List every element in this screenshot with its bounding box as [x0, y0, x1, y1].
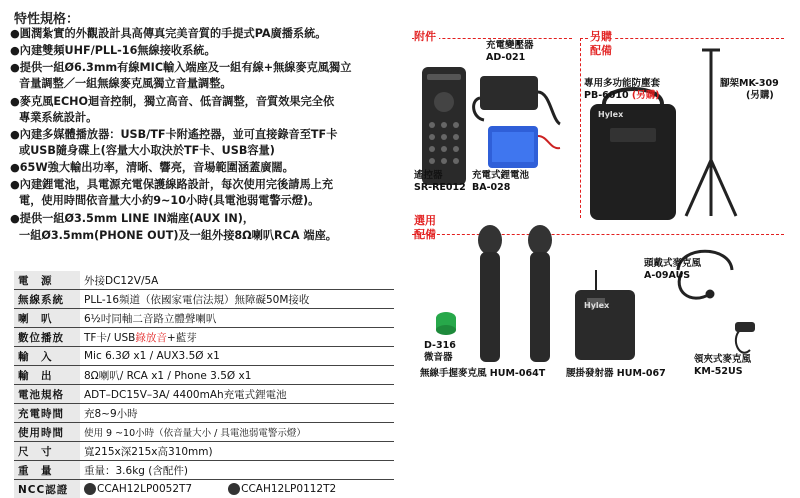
section-label-bundled: 選用: [414, 214, 436, 227]
spec-value: 重量：3.6kg (含配件): [80, 461, 394, 480]
table-row: [14, 328, 394, 347]
bag-model-number: PB-6010: [584, 90, 629, 101]
feature-line: 專業系統設計。: [19, 111, 97, 125]
headset-model: A-09AUS: [644, 270, 690, 282]
table-row: [14, 423, 394, 442]
lapel-model: KM-52US: [694, 366, 743, 378]
spec-value: 6½吋同軸二音路立體聲喇叭: [80, 309, 394, 328]
charger-model: AD-021: [486, 52, 525, 64]
handheld-mic-icon: [478, 225, 552, 362]
lapel-name: 領夾式麥克風: [694, 354, 751, 366]
spec-value: PLL-16頻道（依國家電信法規）無障礙50M接收: [80, 290, 394, 309]
spec-key: NCC認證: [14, 480, 80, 498]
bag-name: 專用多功能防塵套: [584, 78, 660, 90]
feature-line: ●麥克風ECHO迴音控制，獨立高音、低音調整，音質效果完全依: [10, 95, 334, 109]
spec-table: [14, 271, 394, 498]
battery-name: 充電式鋰電池: [472, 170, 529, 182]
spec-key: 電池規格: [14, 385, 80, 404]
table-row: [14, 404, 394, 423]
spec-value: 充8~9小時: [80, 404, 394, 423]
spec-value-part: +藍芽: [167, 332, 197, 344]
handheld-label: 無線手握麥克風 HUM-064T: [420, 368, 545, 380]
feature-line: ●提供一組Ø6.3mm有線MIC輸入端座及一組有線+無線麥克風獨立: [10, 61, 351, 75]
mic-clip-model: 微音器: [424, 352, 453, 364]
remote-name: 遙控器: [414, 170, 443, 182]
bag-tag: (另購): [632, 90, 660, 101]
remote-model: SR-RE012: [414, 182, 466, 194]
stand-name: 腳架MK-309: [720, 78, 779, 90]
spec-key: 無線系統: [14, 290, 80, 309]
product-illustrations: [410, 40, 790, 480]
feature-line: ●內建雙頻UHF/PLL-16無線接收系統。: [10, 44, 216, 58]
brand-logo: Hylex: [584, 300, 609, 312]
spec-key: 喇 叭: [14, 309, 80, 328]
spec-value: 寬215x深215x高310mm): [80, 442, 394, 461]
spec-value-part: TF卡/ USB: [84, 332, 135, 344]
spec-key: 數位播放: [14, 328, 80, 347]
spec-value: Mic 6.3Ø x1 / AUX3.5Ø x1: [80, 347, 394, 366]
spec-value: [80, 480, 394, 498]
table-row: [14, 271, 394, 290]
ncc-logo-icon: [228, 483, 240, 495]
ncc-number: CCAH12LP0052T7: [97, 483, 192, 495]
spec-key: 重 量: [14, 461, 80, 480]
stand-tag: (另購): [746, 90, 774, 102]
table-row: [14, 461, 394, 480]
table-row: [14, 347, 394, 366]
tripod-icon: [686, 50, 736, 216]
feature-line: 或USB隨身碟上(容量大小取決於TF卡、USB容量): [19, 144, 275, 158]
ncc-number: CCAH12LP0112T2: [241, 483, 336, 495]
section-label-optional: 配備: [590, 44, 612, 57]
mic-clip-name: D-316: [424, 340, 456, 352]
spec-value: 8Ω喇叭/ RCA x1 / Phone 3.5Ø x1: [80, 366, 394, 385]
spec-value-highlight: 錄放音: [135, 332, 167, 344]
feature-line: ●圓潤紮實的外觀設計具高傳真完美音質的手提式PA廣播系統。: [10, 27, 326, 41]
section-label-optional: 另購: [590, 30, 615, 43]
table-row: [14, 309, 394, 328]
spec-value: 外接DC12V/5A: [80, 271, 394, 290]
table-row: [14, 442, 394, 461]
spec-key: 輸 出: [14, 366, 80, 385]
ncc-logo-icon: [84, 483, 96, 495]
feature-line: 音量調整／一組無線麥克風獨立音量調整。: [19, 77, 232, 91]
feature-line: ●65W強大輸出功率，清晰、響亮，音場範圍涵蓋廣闊。: [10, 161, 294, 175]
table-row: [14, 290, 394, 309]
mic-clip-icon: [436, 312, 456, 335]
spec-key: 尺 寸: [14, 442, 80, 461]
battery-icon: [488, 126, 560, 168]
brand-logo: Hylex: [598, 109, 623, 121]
bag-model: [584, 90, 660, 102]
spec-key: 充電時間: [14, 404, 80, 423]
battery-model: BA-028: [472, 182, 510, 194]
spec-key: 使用時間: [14, 423, 80, 442]
lapel-mic-icon: [735, 322, 755, 353]
spec-key: 電 源: [14, 271, 80, 290]
charger-icon: [474, 76, 560, 124]
feature-line: ●內建多媒體播放器：USB/TF卡附遙控器，並可直接錄音至TF卡: [10, 128, 337, 142]
feature-line: ●內建鋰電池，具電源充電保護線路設計，每次使用完後請馬上充: [10, 178, 333, 192]
spec-title: 特性規格：: [14, 8, 79, 27]
headset-name: 頭戴式麥克風: [644, 258, 701, 270]
spec-key: 輸 入: [14, 347, 80, 366]
spec-value: ADT–DC15V–3A/ 4400mAh充電式鋰電池: [80, 385, 394, 404]
table-row: [14, 385, 394, 404]
section-label-included: 附件: [414, 30, 439, 43]
feature-line: ●提供一組Ø3.5mm LINE IN端座(AUX IN)，: [10, 212, 254, 226]
remote-icon: [422, 67, 466, 185]
bodypack-label: 腰掛發射器 HUM-067: [566, 368, 666, 380]
charger-name: 充電變壓器: [486, 40, 534, 52]
section-label-bundled: 配備: [414, 228, 436, 241]
bodypack-icon: [575, 270, 635, 360]
spec-value: 使用 9 ~10小時（依音量大小 / 具電池弱電警示燈）: [80, 423, 394, 442]
feature-line: 一組Ø3.5mm(PHONE OUT)及一組外接8Ω喇叭RCA 端座。: [19, 229, 337, 243]
spec-value: [80, 328, 394, 347]
table-row: [14, 366, 394, 385]
feature-line: 電，使用時間依音量大小約9~10小時(具電池弱電警示燈)。: [19, 194, 319, 208]
table-row: [14, 480, 394, 498]
